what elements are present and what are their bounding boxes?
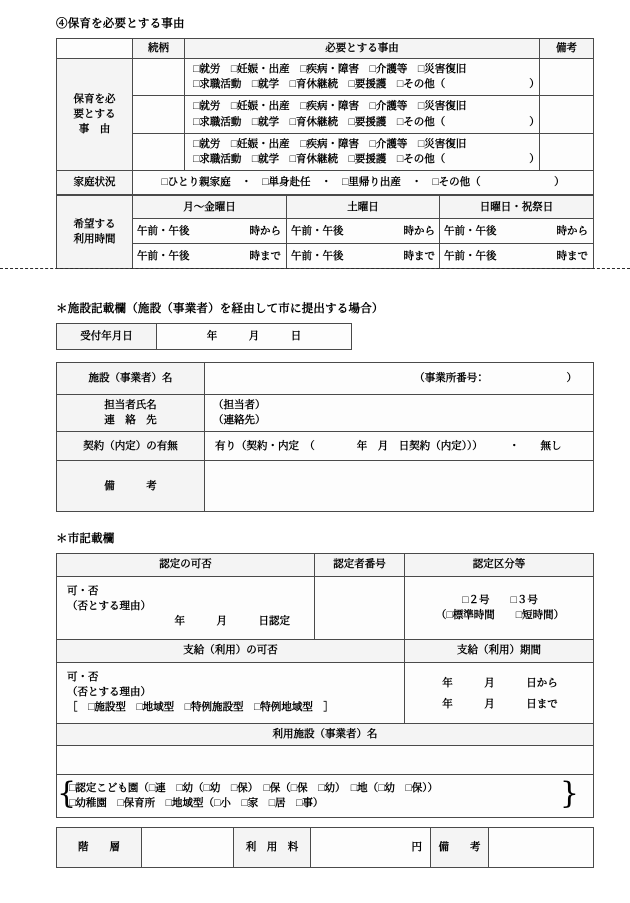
approval-class-options: □２号 □３号: [462, 594, 538, 606]
time-to-sunday-suffix: 時まで: [556, 250, 588, 262]
time-to-saturday[interactable]: [287, 244, 440, 269]
desired-time-col-weekday: 月～金曜日: [133, 196, 287, 219]
reason-header-blank: [57, 38, 133, 58]
table-row: [57, 96, 594, 133]
family-status-row: [57, 171, 594, 195]
reason-options-3-line2: □求職活動 □就学 □育休継続 □要援護 □その他（ ）: [193, 154, 540, 166]
family-status-label: 家庭状況: [57, 171, 133, 195]
reason-options-2-line2: □求職活動 □就学 □育休継続 □要援護 □その他（ ）: [193, 116, 540, 128]
remarks-input-3[interactable]: [540, 133, 594, 170]
contract-status-value[interactable]: 有り（契約・内定 （ 年 月 日契約（内定））） ・ 無し: [205, 432, 594, 461]
facility-name-label: 施設（事業者）名: [57, 362, 205, 394]
table-row: [57, 576, 594, 639]
city-table: [56, 553, 594, 818]
approval-cell[interactable]: [57, 576, 315, 639]
table-row: [57, 745, 594, 774]
approval-yes-no: 可・否: [67, 585, 99, 597]
facility-type-cell[interactable]: [57, 774, 594, 817]
facility-remarks-label: 備 考: [57, 461, 205, 512]
receipt-date-table: [56, 323, 352, 350]
reason-options-1-line2: □求職活動 □就学 □育休継続 □要援護 □その他（ ）: [193, 79, 540, 91]
facility-type-line1: □認定こども園（□連 □幼（□幼 □保） □保（□保 □幼） □地（□幼 □保））: [69, 782, 439, 794]
facility-contact-label-line2: 連 絡 先: [104, 415, 157, 427]
table-row: [57, 461, 594, 512]
approval-reason: （否とする理由）: [67, 601, 151, 613]
time-from-sunday[interactable]: [440, 219, 594, 244]
table-row: [57, 362, 594, 394]
section-divider: [0, 268, 630, 269]
time-from-saturday[interactable]: [287, 219, 440, 244]
reason-options-1[interactable]: [185, 59, 540, 96]
time-to-saturday-prefix: 午前・午後: [291, 250, 344, 262]
approval-header: 認定の可否: [57, 553, 315, 576]
remarks-input-2[interactable]: [540, 96, 594, 133]
relation-input-2[interactable]: [133, 96, 185, 133]
tier-input[interactable]: [142, 827, 234, 867]
city-section: [56, 533, 594, 868]
reason-row-label-line2: 要とする: [73, 109, 116, 121]
desired-time-label-line2: 利用時間: [73, 234, 116, 246]
table-row: [57, 59, 594, 96]
city-section-title: ＊市記載欄: [56, 533, 115, 545]
city-header-row: [57, 553, 594, 576]
receipt-date-label: 受付年月日: [57, 323, 157, 349]
payment-reason: （否とする理由）: [67, 687, 151, 699]
used-facility-input[interactable]: [57, 745, 594, 774]
time-to-sunday-prefix: 午前・午後: [444, 250, 497, 262]
reason-options-1-line1: □就労 □妊娠・出産 □疾病・障害 □介護等 □災害復旧: [193, 64, 467, 76]
facility-remarks-value[interactable]: [205, 461, 594, 512]
facility-contact-label: [57, 394, 205, 431]
tier-label: 階 層: [57, 827, 142, 867]
time-from-saturday-prefix: 午前・午後: [291, 225, 344, 237]
payment-period-to: 年 月 日まで: [442, 699, 558, 711]
receipt-date-value[interactable]: 年 月 日: [157, 323, 352, 349]
facility-type-line2: □幼稚園 □保育所 □地域型（□小 □家 □居 □事）: [69, 797, 324, 809]
time-to-saturday-suffix: 時まで: [403, 250, 435, 262]
remarks-input-1[interactable]: [540, 59, 594, 96]
desired-time-header-row: [57, 196, 594, 219]
payment-period-from: 年 月 日から: [442, 678, 558, 690]
spacer: [56, 350, 594, 362]
payment-header-row: [57, 639, 594, 662]
spacer: [56, 818, 594, 827]
receipt-date-row: [57, 323, 352, 349]
approval-class-header: 認定区分等: [405, 553, 594, 576]
approval-class-cell[interactable]: [405, 576, 594, 639]
table-row: [57, 774, 594, 817]
payment-cell[interactable]: [57, 662, 405, 723]
reason-header-reason: 必要とする事由: [185, 38, 540, 58]
bottom-remarks-input[interactable]: [489, 827, 594, 867]
reason-header-remarks: 備考: [540, 38, 594, 58]
table-row: [57, 394, 594, 431]
time-from-saturday-suffix: 時から: [403, 225, 435, 237]
desired-time-from-row: [57, 219, 594, 244]
time-to-weekday[interactable]: [133, 244, 287, 269]
time-to-weekday-suffix: 時まで: [249, 250, 281, 262]
bottom-row-table: [56, 827, 594, 868]
bottom-remarks-label: 備 考: [431, 827, 489, 867]
facility-contact-person: （担当者）: [213, 399, 266, 411]
payment-period-header: 支給（利用）期間: [405, 639, 594, 662]
time-to-weekday-prefix: 午前・午後: [137, 250, 190, 262]
facility-name-header-row: [57, 723, 594, 745]
reason-table: [56, 38, 594, 196]
facility-office-number[interactable]: （事業所番号： ）: [205, 362, 594, 394]
desired-time-to-row: [57, 244, 594, 269]
reason-row-label-line3: 事 由: [78, 124, 111, 136]
desired-time-col-saturday: 土曜日: [287, 196, 440, 219]
facility-contact-info: （連絡先）: [213, 415, 266, 427]
table-row: [57, 827, 594, 867]
table-row: [57, 662, 594, 723]
reason-options-3-line1: □就労 □妊娠・出産 □疾病・障害 □介護等 □災害復旧: [193, 138, 467, 150]
facility-table: [56, 362, 594, 512]
reason-options-2-line1: □就労 □妊娠・出産 □疾病・障害 □介護等 □災害復旧: [193, 101, 467, 113]
brace-right-glyph: }: [559, 775, 579, 811]
table-row: [57, 133, 594, 170]
reason-row-label-line1: 保育を必: [73, 93, 116, 105]
desired-time-label-line1: 希望する: [73, 219, 116, 231]
reason-options-2[interactable]: [185, 96, 540, 133]
relation-input-1[interactable]: [133, 59, 185, 96]
time-from-weekday-suffix: 時から: [249, 225, 281, 237]
reason-header-relation: 続柄: [133, 38, 185, 58]
payment-type-options: ［ □施設型 □地域型 □特例施設型 □特例地域型 ］: [67, 702, 334, 714]
facility-contact-label-line1: 担当者氏名: [104, 399, 157, 411]
payment-yes-no: 可・否: [67, 671, 99, 683]
facility-section-title: ＊施設記載欄（施設（事業者）を経由して市に提出する場合）: [56, 303, 384, 315]
approval-date: 年 月 日認定: [174, 616, 290, 628]
facility-contact-value[interactable]: [205, 394, 594, 431]
payment-period-cell[interactable]: [405, 662, 594, 723]
reason-options-3[interactable]: [185, 133, 540, 170]
time-from-sunday-prefix: 午前・午後: [444, 225, 497, 237]
reason-row-label: [57, 59, 133, 171]
approver-number-header: 認定者番号: [315, 553, 405, 576]
fee-label: 利 用 料: [234, 827, 311, 867]
payment-header: 支給（利用）の可否: [57, 639, 405, 662]
time-from-sunday-suffix: 時から: [556, 225, 588, 237]
reason-section: [56, 18, 594, 269]
facility-section: [56, 303, 594, 512]
used-facility-header: 利用施設（事業者）名: [57, 723, 594, 745]
desired-time-col-sunday: 日曜日・祝祭日: [440, 196, 594, 219]
contract-status-label: 契約（内定）の有無: [57, 432, 205, 461]
table-row: [57, 432, 594, 461]
desired-time-label: [57, 196, 133, 269]
time-from-weekday-prefix: 午前・午後: [137, 225, 190, 237]
approval-class-time-options: （□標準時間 □短時間）: [435, 609, 565, 621]
reason-header-row: [57, 38, 594, 58]
reason-section-title: ④保育を必要とする事由: [56, 18, 185, 30]
time-from-weekday[interactable]: [133, 219, 287, 244]
approver-number-input[interactable]: [315, 576, 405, 639]
relation-input-3[interactable]: [133, 133, 185, 170]
time-to-sunday[interactable]: [440, 244, 594, 269]
brace-left-glyph: {: [57, 775, 77, 811]
fee-input[interactable]: 円: [311, 827, 431, 867]
desired-time-table: [56, 195, 594, 269]
family-status-options[interactable]: □ひとり親家庭 ・ □単身赴任 ・ □里帰り出産 ・ □その他（ ）: [133, 171, 594, 195]
